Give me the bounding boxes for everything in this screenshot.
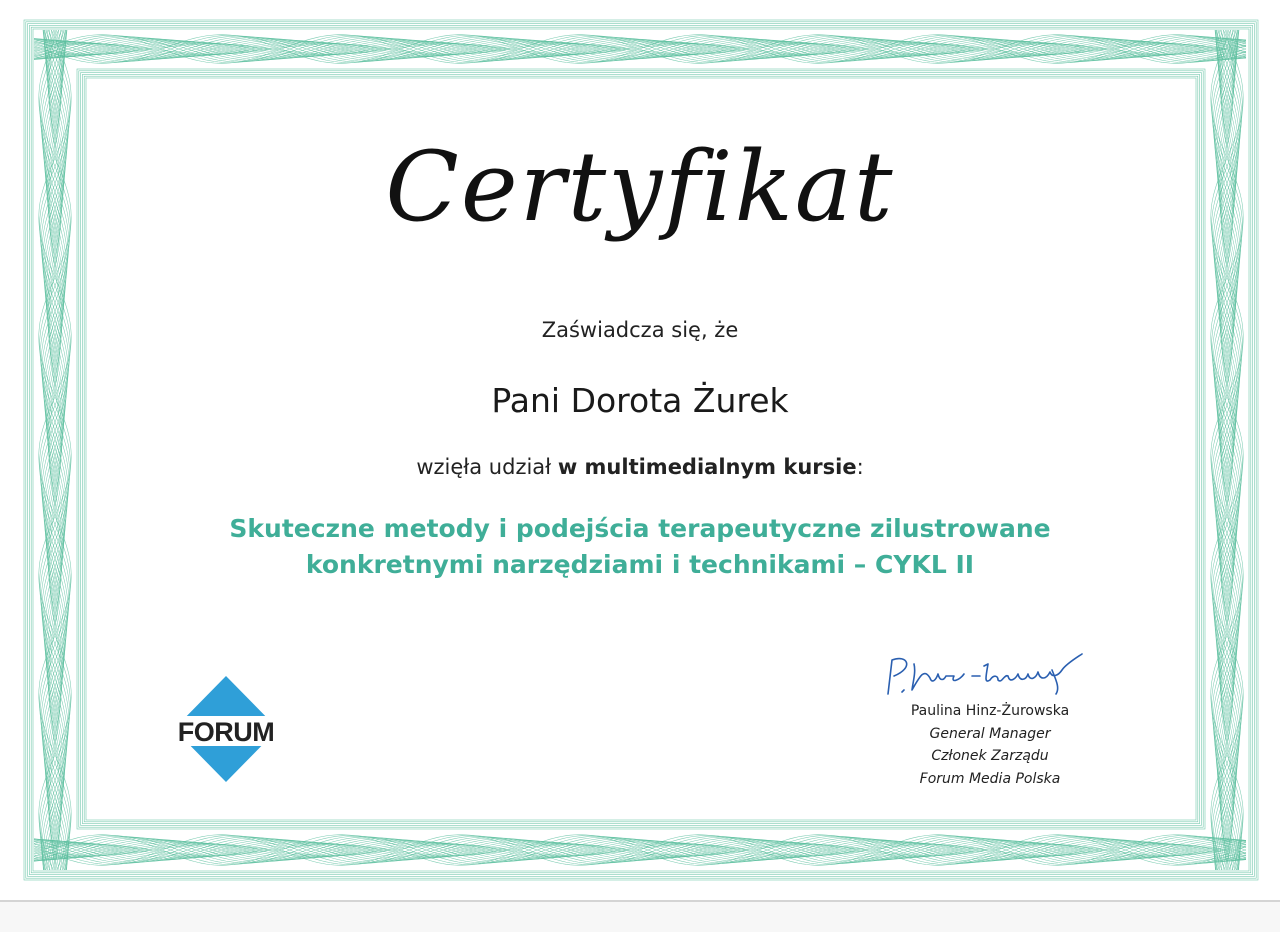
signatory-name: Paulina Hinz-Żurowska bbox=[910, 703, 1070, 719]
scan-background bbox=[0, 902, 1280, 932]
course-title bbox=[0, 511, 1280, 583]
course-title-line-1: Skuteczne metody i podejścia terapeutyczne zilustrowane bbox=[229, 514, 1051, 543]
logo-wordmark: FORUM bbox=[177, 717, 275, 747]
participation-suffix: : bbox=[856, 455, 864, 479]
signatory-role-board-member: Członek Zarządu bbox=[931, 748, 1049, 764]
participation-bold: w multimedialnym kursie bbox=[557, 455, 857, 479]
handwritten-signature bbox=[880, 650, 1090, 700]
course-title-line-2: konkretnymi narzędziami i technikami – CYKL II bbox=[305, 550, 975, 579]
certificate-title: Certyfikat bbox=[385, 131, 895, 243]
signatory-company: Forum Media Polska bbox=[919, 770, 1061, 787]
forum-logo bbox=[172, 676, 280, 782]
signatory-role-general-manager: General Manager bbox=[929, 725, 1051, 742]
participation-prefix: wzięła udział bbox=[416, 455, 558, 479]
participation-text bbox=[0, 455, 1280, 479]
intro-text: Zaświadcza się, że bbox=[541, 318, 739, 342]
page-edge bbox=[0, 900, 1280, 902]
recipient-name: Pani Dorota Żurek bbox=[491, 381, 789, 420]
signatory-block bbox=[890, 700, 1090, 790]
